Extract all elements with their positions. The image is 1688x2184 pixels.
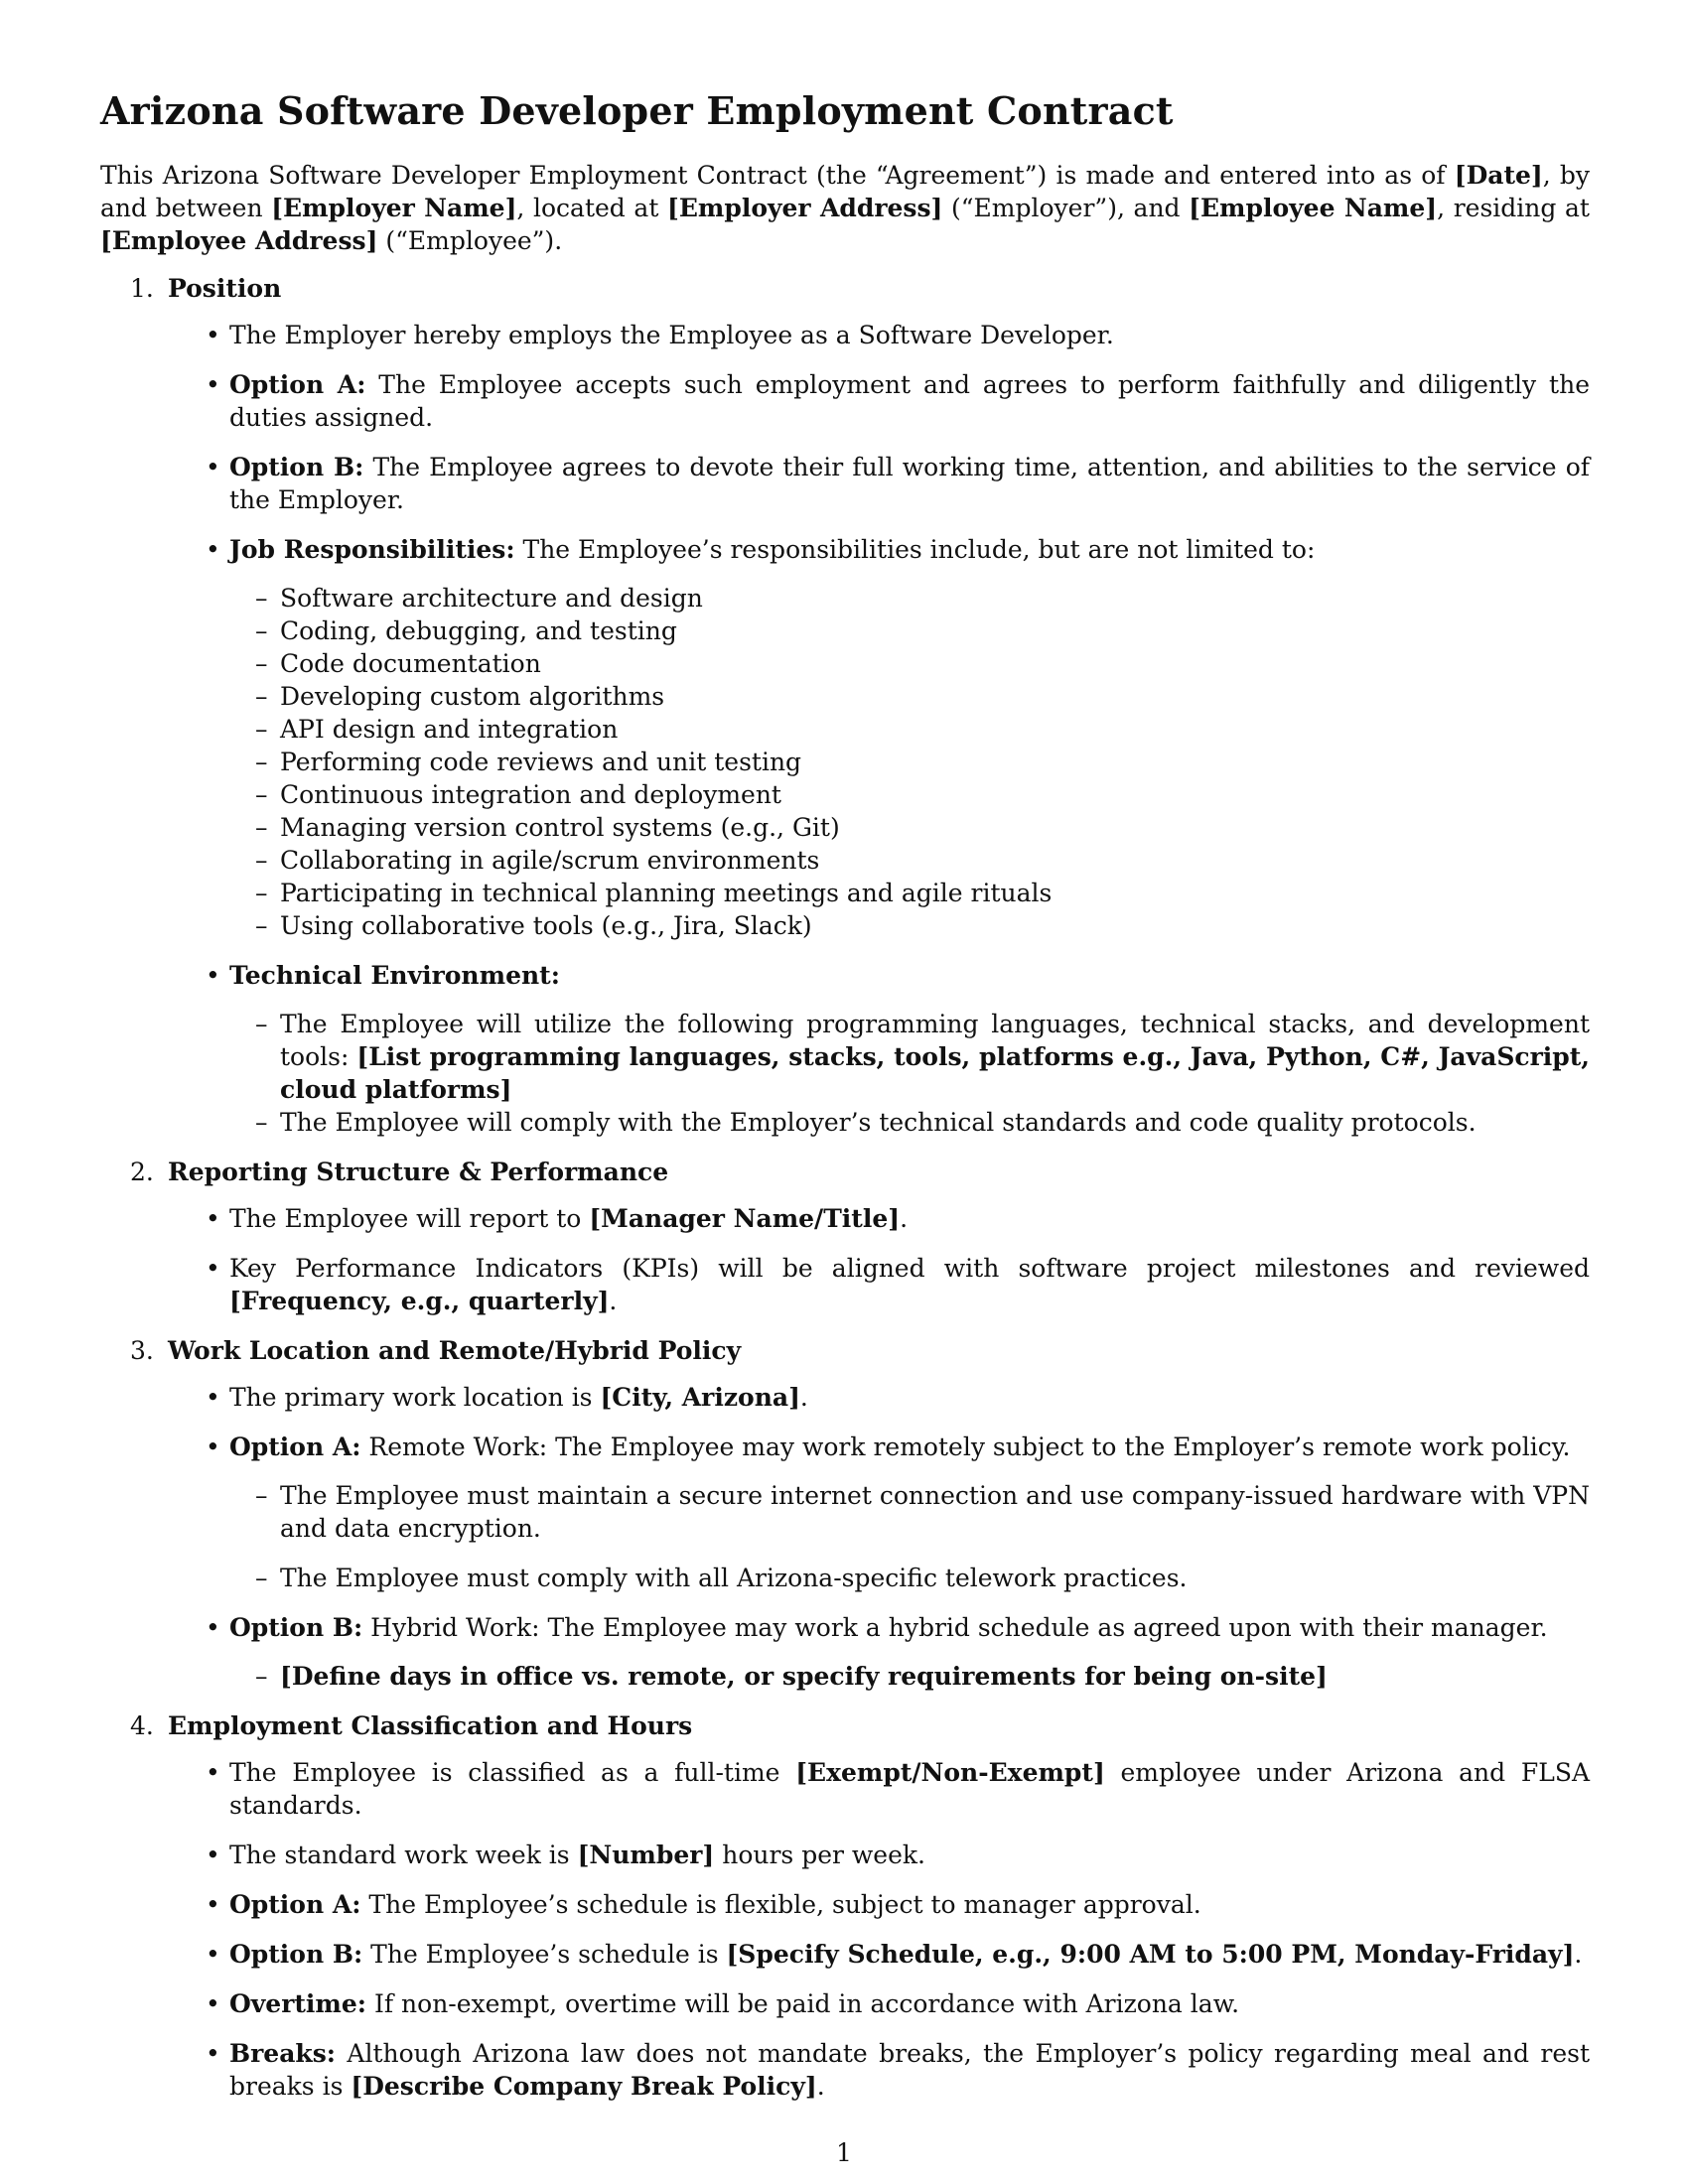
option-label: Option B:: [229, 453, 364, 481]
option-label: Option A:: [229, 1890, 361, 1919]
section-title: Employment Classification and Hours: [168, 1711, 693, 1740]
bullet-item: [168, 1381, 1590, 1414]
list-item: – The Employee will comply with the Employer’s technical standards and code quality protocols.: [229, 1106, 1590, 1139]
intro-paragraph: [100, 159, 1590, 257]
page-number: 1: [836, 2138, 852, 2167]
bullet-item: [168, 1202, 1590, 1235]
bullet-text: Key Performance Indicators (KPIs) will be aligned with software project milestones and reviewed: [229, 1254, 1590, 1283]
list-item: – Managing version control systems (e.g., Git): [229, 811, 1590, 844]
bullet-text: Remote Work: The Employee may work remotely subject to the Employer’s remote work policy.: [360, 1433, 1571, 1461]
employer-address-placeholder: [Employer Address]: [667, 194, 943, 222]
list-item: – API design and integration: [229, 713, 1590, 746]
bullet-text: The Employee will report to: [229, 1204, 590, 1233]
bullet-list: [168, 1202, 1590, 1317]
bullet-item: [168, 959, 1590, 1139]
frequency-placeholder: [Frequency, e.g., quarterly]: [229, 1287, 610, 1315]
list-item: – Participating in technical planning meetings and agile rituals: [229, 877, 1590, 909]
bullet-text: .: [609, 1287, 618, 1315]
bullet-text: The Employer hereby employs the Employee as a Software Developer.: [229, 321, 1114, 349]
bullet-label: Job Responsibilities:: [229, 535, 515, 564]
intro-text: , located at: [516, 194, 667, 222]
bullet-item: [168, 451, 1590, 516]
document-content: [100, 87, 1590, 2119]
list-item: – Continuous integration and deployment: [229, 778, 1590, 811]
list-item: [229, 1008, 1590, 1106]
list-item: – The Employee must comply with all Arizona-specific telework practices.: [229, 1562, 1590, 1594]
option-label: Option B:: [229, 1613, 363, 1642]
list-text: The Employee will utilize the following programming languages, technical stacks, and development tools:: [280, 1010, 1590, 1071]
document-title: Arizona Software Developer Employment Contract: [100, 88, 1174, 133]
list-item: – Performing code reviews and unit testing: [229, 746, 1590, 778]
manager-placeholder: [Manager Name/Title]: [589, 1204, 901, 1233]
tech-stack-placeholder: [List programming languages, stacks, tools, platforms e.g., Java, Python, C#, JavaScript, cloud platforms]: [280, 1042, 1590, 1104]
list-item: – Collaborating in agile/scrum environments: [229, 844, 1590, 877]
bullet-item: [168, 1756, 1590, 1822]
bullet-list: [168, 1756, 1590, 2103]
section-title: Reporting Structure & Performance: [168, 1158, 669, 1186]
list-item: – Coding, debugging, and testing: [229, 614, 1590, 647]
intro-text: , by and between: [100, 161, 1590, 222]
bullet-text: The Employee accepts such employment and agrees to perform faithfully and diligently the duties assigned.: [229, 370, 1590, 432]
bullet-item: [168, 1938, 1590, 1971]
list-item: – Code documentation: [229, 647, 1590, 680]
bullet-item: [168, 1431, 1590, 1594]
bullet-item: [168, 2037, 1590, 2103]
section-title: Position: [168, 274, 282, 303]
bullet-list: [168, 319, 1590, 1139]
bullet-text: The Employee’s schedule is: [362, 1940, 727, 1969]
bullet-text: The Employee is classified as a full-time: [229, 1758, 796, 1787]
section-number: 2.: [130, 1158, 154, 1186]
break-policy-placeholder: [Describe Company Break Policy]: [351, 2072, 817, 2101]
list-item: [229, 1660, 1590, 1693]
bullet-item: [168, 368, 1590, 434]
section-reporting: [100, 1156, 1590, 1317]
hybrid-placeholder: [Define days in office vs. remote, or specify requirements for being on-site]: [280, 1662, 1328, 1691]
sections-list: [100, 272, 1590, 2103]
section-position: [100, 272, 1590, 1139]
bullet-text: Although Arizona law does not mandate breaks, the Employer’s policy regarding meal and rest breaks is: [229, 2039, 1590, 2101]
bullet-item: [168, 1888, 1590, 1921]
bullet-text: The Employee agrees to devote their full working time, attention, and abilities to the service of the Employer.: [229, 453, 1590, 514]
intro-text: , residing at: [1437, 194, 1590, 222]
bullet-item: [168, 1611, 1590, 1693]
city-placeholder: [City, Arizona]: [600, 1383, 800, 1412]
bullet-list: [168, 1381, 1590, 1693]
option-label: Option B:: [229, 1940, 363, 1969]
bullet-label: Technical Environment:: [229, 961, 560, 990]
date-placeholder: [Date]: [1454, 161, 1543, 190]
bullet-text: If non-exempt, overtime will be paid in accordance with Arizona law.: [366, 1989, 1240, 2018]
section-title: Work Location and Remote/Hybrid Policy: [168, 1336, 742, 1365]
section-classification: [100, 1709, 1590, 2103]
bullet-item: [168, 533, 1590, 942]
bullet-label: Overtime:: [229, 1989, 367, 2018]
responsibilities-list: [229, 582, 1590, 942]
list-item: – Software architecture and design: [229, 582, 1590, 614]
tech-environment-list: [229, 1008, 1590, 1139]
bullet-text: hours per week.: [714, 1841, 925, 1869]
hours-placeholder: [Number]: [577, 1841, 715, 1869]
exempt-placeholder: [Exempt/Non-Exempt]: [795, 1758, 1105, 1787]
employee-name-placeholder: [Employee Name]: [1189, 194, 1438, 222]
bullet-text: The standard work week is: [229, 1841, 578, 1869]
list-item: – Using collaborative tools (e.g., Jira, Slack): [229, 909, 1590, 942]
bullet-item: [168, 1252, 1590, 1317]
bullet-text: .: [900, 1204, 909, 1233]
bullet-item: [168, 1839, 1590, 1871]
bullet-text: The Employee’s responsibilities include, but are not limited to:: [514, 535, 1316, 564]
schedule-placeholder: [Specify Schedule, e.g., 9:00 AM to 5:00 PM, Monday-Friday]: [726, 1940, 1575, 1969]
employer-name-placeholder: [Employer Name]: [271, 194, 517, 222]
bullet-text: .: [1574, 1940, 1583, 1969]
bullet-text: .: [816, 2072, 825, 2101]
employee-address-placeholder: [Employee Address]: [100, 226, 378, 255]
bullet-label: Breaks:: [229, 2039, 337, 2068]
list-item: – The Employee must maintain a secure internet connection and use company-issued hardware with VPN and data encryption.: [229, 1479, 1590, 1545]
bullet-text: .: [799, 1383, 808, 1412]
bullet-text: employee under Arizona and FLSA standards.: [229, 1758, 1590, 1820]
intro-text: (“Employer”), and: [942, 194, 1190, 222]
bullet-text: The Employee’s schedule is flexible, subject to manager approval.: [360, 1890, 1201, 1919]
section-number: 1.: [130, 274, 154, 303]
intro-text: (“Employee”).: [377, 226, 563, 255]
option-label: Option A:: [229, 1433, 361, 1461]
remote-requirements-list: [229, 1479, 1590, 1594]
section-number: 3.: [130, 1336, 154, 1365]
intro-text: This Arizona Software Developer Employment Contract (the “Agreement”) is made and entered into as of: [100, 161, 1455, 190]
bullet-item: [168, 1987, 1590, 2020]
option-label: Option A:: [229, 370, 366, 399]
hybrid-requirements-list: [229, 1660, 1590, 1693]
list-item: – Developing custom algorithms: [229, 680, 1590, 713]
bullet-item: [168, 319, 1590, 351]
bullet-text: The primary work location is: [229, 1383, 601, 1412]
bullet-text: Hybrid Work: The Employee may work a hybrid schedule as agreed upon with their manager.: [362, 1613, 1548, 1642]
section-number: 4.: [130, 1711, 154, 1740]
section-work-location: [100, 1334, 1590, 1693]
